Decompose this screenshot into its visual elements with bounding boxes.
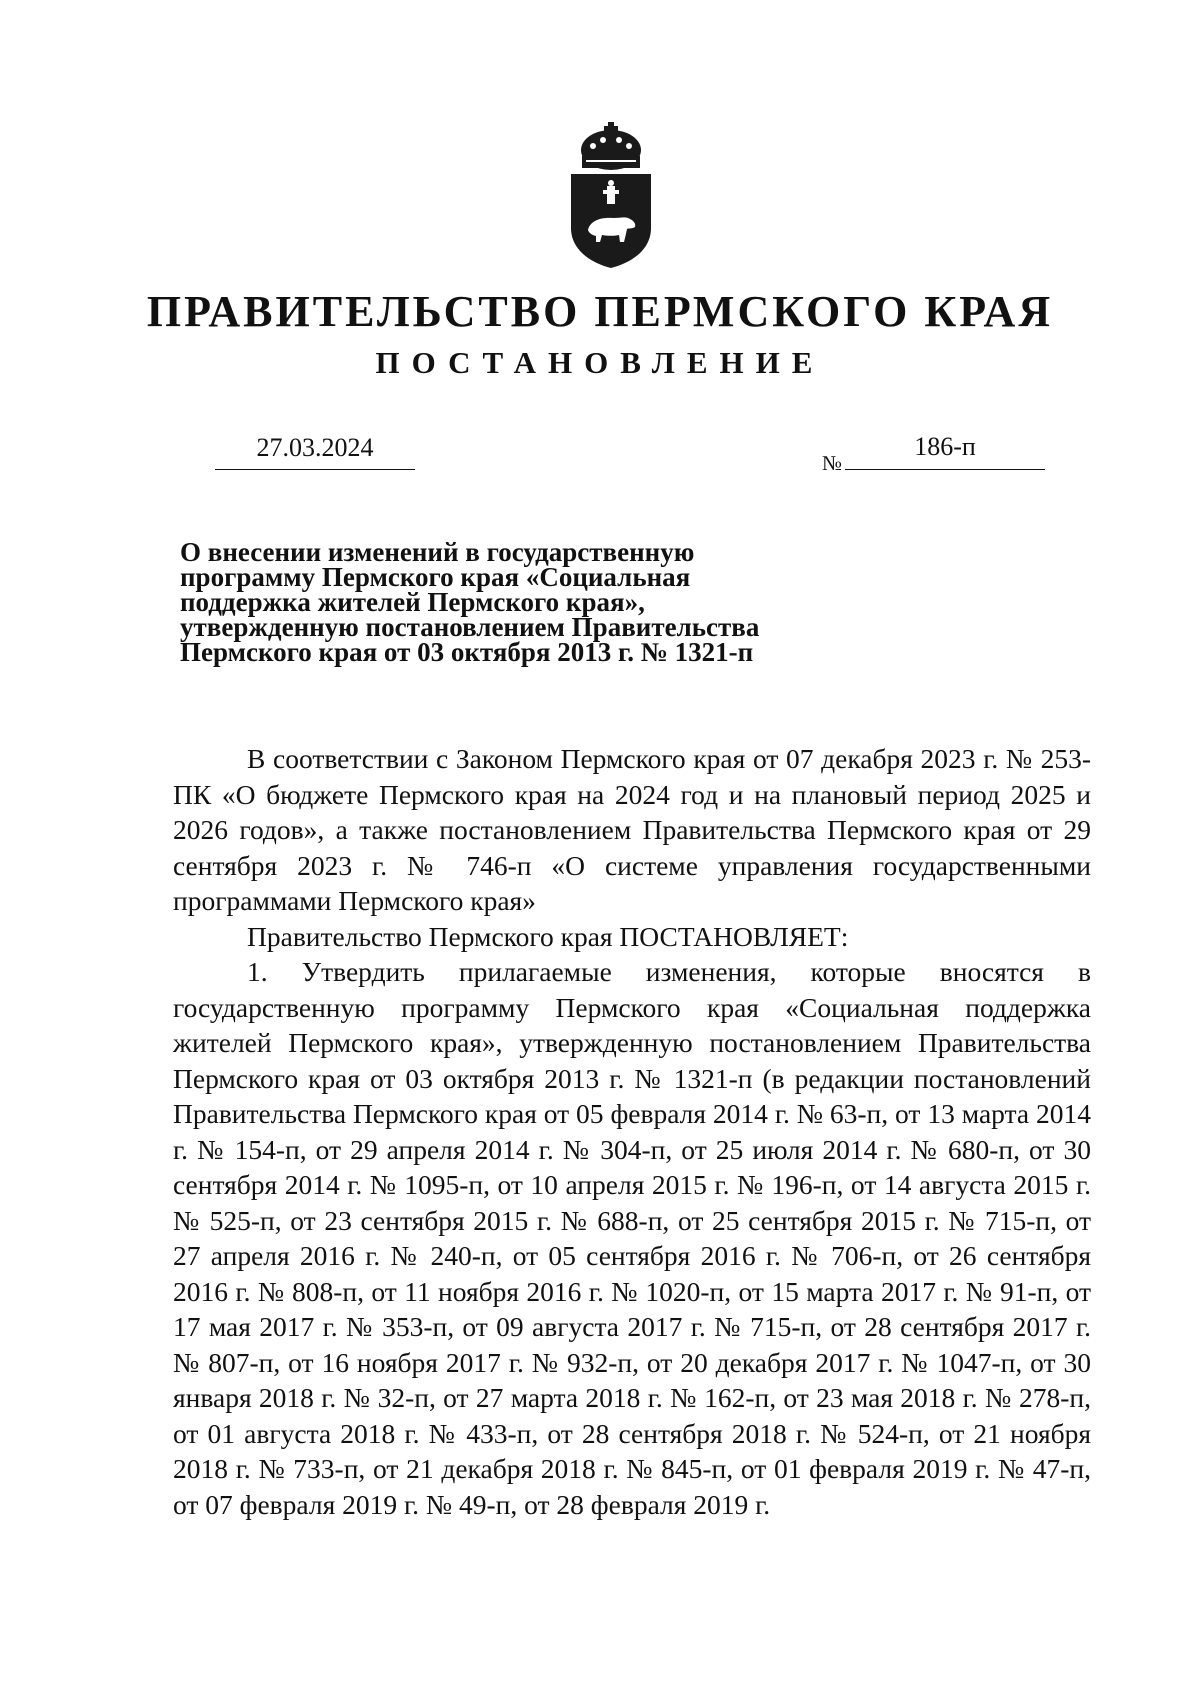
body-paragraph-item-1: 1. Утвердить прилагаемые изменения, которые вносятся в государственную программу Пермского края «Социальная поддержка жителей Пермского края», утвержденную постановлением Правительства Пермского края от 03 октября 2013 г. № 1321-п (в редакции постановлений Правительства Пермского края от 05 февраля 2014 г. № 63-п, от 13 марта 2014 г. № 154-п, от 29 апреля 2014 г. № 304-п, от 25 июля 2014 г. № 680-п, от 30 сентября 2014 г. № 1095-п, от 10 апреля 2015 г. № 196-п, от 14 августа 2015 г. № 525-п, от 23 сентября 2015 г. № 688-п, от 25 сентября 2015 г. № 715-п, от 27 апреля 2016 г. № 240-п, от 05 сентября 2016 г. № 706-п, от 26 сентября 2016 г. № 808-п, от 11 ноября 2016 г. № 1020-п, от 15 марта 2017 г. № 91-п, от 17 мая 2017 г. № 353-п, от 09 августа 2017 г. № 715-п, от 28 сентября 2017 г. № 807-п, от 16 ноября 2017 г. № 932-п, от 20 декабря 2017 г. № 1047-п, от 30 января 2018 г. № 32-п, от 27 марта 2018 г. № 162-п, от 23 мая 2018 г. № 278-п, от 01 августа 2018 г. № 433-п, от 28 сентября 2018 г. № 524-п, от 21 ноября 2018 г. № 733-п, от 21 декабря 2018 г. № 845-п, от 01 февраля 2019 г. № 47-п, от 07 февраля 2019 г. № 49-п, от 28 февраля 2019 г. — [173, 956, 1091, 1520]
body-paragraph-preamble: В соответствии с Законом Пермского края от 07 декабря 2023 г. № 253-ПК «О бюджете Пермского края на 2024 год и на плановый период 2025 и 2026 годов», а также постановлением Правительства Пермского края от 29 сентября 2023 г. № 746-п «О системе управления государственными программами Пермского края» — [173, 743, 1091, 916]
document-number: 186-п — [914, 432, 976, 461]
number-sign: № — [822, 451, 843, 475]
document-body — [173, 741, 1091, 1522]
body-paragraph-resolves: Правительство Пермского края ПОСТАНОВЛЯЕТ: — [247, 920, 849, 952]
number-underline — [845, 469, 1045, 470]
date-underline — [215, 469, 415, 470]
document-subject: О внесении изменений в государственную программу Пермского края «Социальная поддержка жителей Пермского края», утвержденную постановлением Правительства Пермского края от 03 октября 2013 г. № 1321-п — [180, 537, 760, 667]
coat-of-arms-icon — [568, 120, 654, 270]
government-title: ПРАВИТЕЛЬСТВО ПЕРМСКОГО КРАЯ — [146, 287, 1054, 336]
document-type: ПОСТАНОВЛЕНИЕ — [375, 345, 825, 380]
document-date: 27.03.2024 — [256, 433, 374, 462]
